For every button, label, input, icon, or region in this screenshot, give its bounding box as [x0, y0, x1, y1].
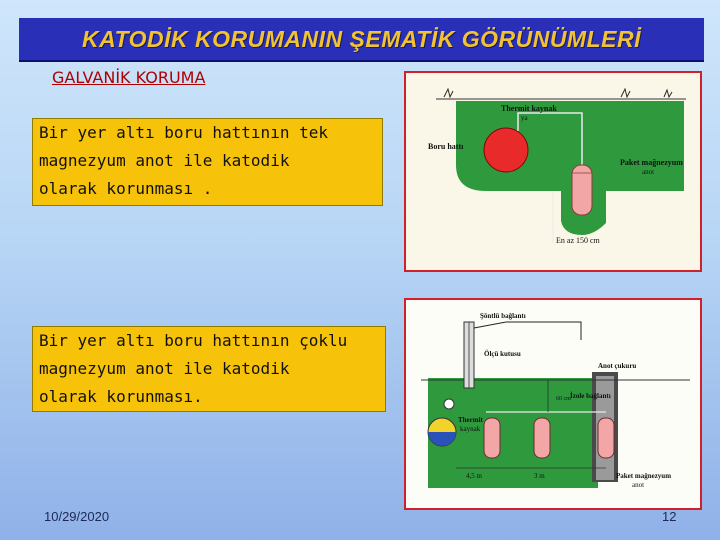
- anode-shape: [598, 418, 614, 458]
- anode-label: Paket mağnezyum: [616, 472, 672, 480]
- slide-date: 10/29/2020: [44, 509, 110, 524]
- shunt-label: Şöntlü bağlantı: [480, 312, 526, 320]
- distance2-label: 3 m: [534, 472, 545, 480]
- single-anode-diagram: [404, 71, 702, 272]
- title-bar: [19, 18, 704, 62]
- test-box-label: Ölçü kutusu: [484, 350, 521, 358]
- anode-sub-label: anot: [642, 168, 655, 176]
- slide-title: KATODİK KORUMANIN ŞEMATİK GÖRÜNÜMLERİ: [82, 25, 641, 52]
- textbox1-line: olarak korunması .: [39, 179, 213, 198]
- single-anode-textbox: [32, 118, 383, 206]
- multi-anode-textbox: [32, 326, 386, 412]
- distance1-label: 4,5 m: [466, 472, 482, 480]
- textbox2-line: magnezyum anot ile katodik: [39, 359, 290, 378]
- anode-shape: [572, 165, 592, 215]
- anode-shape: [484, 418, 500, 458]
- textbox2-line: Bir yer altı boru hattının çoklu: [39, 331, 348, 350]
- thermit-sub-label: kaynak: [460, 425, 481, 433]
- thermit-label: Thermit: [458, 416, 483, 424]
- anode-shape: [534, 418, 550, 458]
- pipe-label: Boru hattı: [428, 142, 464, 151]
- textbox1-line: magnezyum anot ile katodik: [39, 151, 290, 170]
- distance-label: En az 150 cm: [556, 236, 600, 245]
- anode-label: Paket mağnezyum: [620, 158, 683, 167]
- thermit-sub-label: ya: [521, 114, 528, 122]
- slide-subtitle: GALVANİK KORUMA: [52, 68, 206, 87]
- anode-pit-label: Anot çukuru: [598, 362, 637, 370]
- grass-marks: [444, 89, 672, 97]
- isolation-label: İzole bağlantı: [570, 392, 611, 400]
- pipe-circle: [484, 128, 528, 172]
- textbox2-line: olarak korunması.: [39, 387, 203, 406]
- anode-sub-label: anot: [632, 481, 645, 489]
- multi-anode-diagram: [404, 298, 702, 510]
- depth-label: 60 cm: [556, 396, 571, 402]
- slide-page-number: 12: [662, 509, 677, 524]
- thermit-label: Thermit kaynak: [501, 104, 557, 113]
- textbox1-line: Bir yer altı boru hattının tek: [39, 123, 328, 142]
